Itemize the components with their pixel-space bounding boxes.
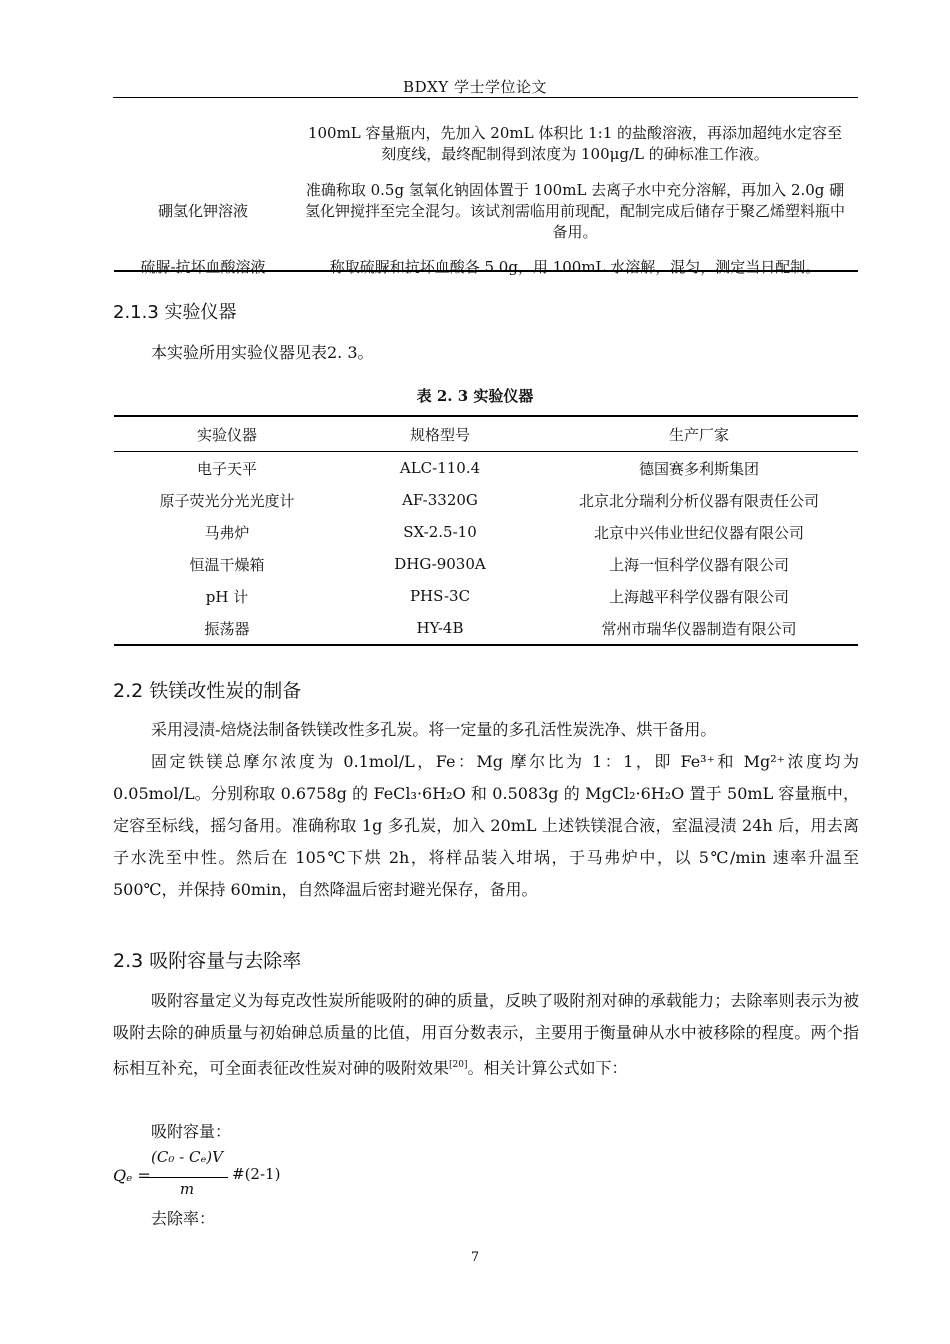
formula-label: 去除率： [151,1209,216,1228]
table-row [114,548,858,580]
section-heading: 2.2 铁镁改性炭的制备 [113,680,302,702]
section-heading: 2.1.3 实验仪器 [113,302,237,323]
table-cell: 恒温干燥箱 [189,555,265,574]
paragraph-text-end: 。相关计算公式如下： [467,1058,628,1078]
equation-number: #(2-1) [232,1165,281,1183]
paragraph-text: 吸附容量定义为每克改性炭所能吸附的砷的质量，反映了吸附剂对砷的承载能力；去除率则表示为被吸附去除的砷质量与初始砷总质量的比值，用百分数表示，主要用于衡量砷从水中被移除的程度。两个指标相互补充，可全面表征改性炭对砷的吸附效果 [113,991,859,1078]
citation-ref: [20] [449,1060,468,1070]
column-header: 规格型号 [340,416,540,452]
table-row [114,176,858,246]
reagent-name [114,112,292,176]
running-header: BDXY 学士学位论文 [403,78,547,96]
reagent-name: 硼氢化钾溶液 [157,201,248,220]
table-cell: 上海越平科学仪器有限公司 [608,587,789,606]
table-row [114,112,858,176]
table-header-row [114,416,858,452]
table-bottom-rule [114,270,858,272]
reagent-name: 硫脲-抗坏血酸溶液 [140,257,266,276]
table-cell: 常州市瑞华仪器制造有限公司 [601,619,797,638]
paragraph: 固定铁镁总摩尔浓度为 0.1mol/L，Fe：Mg 摩尔比为 1：1，即 Fe³⁺和 Mg²⁺浓度均为 0.05mol/L。分别称取 0.6758g 的 FeCl₃·6H₂O 和 0.5083g 的 MgCl₂·6H₂O 置于 50mL 容量瓶中，定容至标线，摇匀备用。准确称取 1g 多孔炭，加入 20mL 上述铁镁混合液，室温浸渍 24h 后，用去离子水洗至中性。然后在 105℃下烘 2h，将样品装入坩埚，于马弗炉中，以 5℃/min 速率升温至 500℃，并保持 60min，自然降温后密封避光保存，备用。 [113,752,859,899]
table-row [114,612,858,645]
table-cell: 北京北分瑞利分析仪器有限责任公司 [578,491,819,510]
reagent-description: 称取硫脲和抗坏血酸各 5.0g，用 100mL 水溶解，混匀，测定当日配制。 [329,257,821,276]
column-header: 生产厂家 [540,416,858,452]
table-cell: SX-2.5-10 [403,523,477,541]
header-rule [113,97,858,98]
table-cell: AF-3320G [402,491,478,509]
formula-denominator: m [179,1180,195,1198]
instrument-table [114,415,858,646]
paragraph: 采用浸渍-焙烧法制备铁镁改性多孔炭。将一定量的多孔活性炭洗净、烘干备用。 [151,720,717,739]
formula-label: 吸附容量： [151,1122,232,1141]
table-cell: 马弗炉 [204,523,250,542]
reagent-description: 100mL 容量瓶内，先加入 20mL 体积比 1:1 的盐酸溶液，再添加超纯水定容至刻度线，最终配制得到浓度为 100μg/L 的砷标准工作液。 [307,124,843,163]
table-cell: HY-4B [416,619,464,637]
reagent-description: 准确称取 0.5g 氢氧化钠固体置于 100mL 去离子水中充分溶解，再加入 2.0g 硼氢化钾搅拌至完全混匀。该试剂需临用前现配，配制完成后储存于聚乙烯塑料瓶中备用。 [304,180,845,241]
table-row [114,246,858,288]
table-row [114,484,858,516]
table-cell: 北京中兴伟业世纪仪器有限公司 [593,523,804,542]
table-row [114,516,858,548]
column-header: 实验仪器 [114,416,340,452]
table-row [114,580,858,612]
table-cell: 振荡器 [204,619,250,638]
page-number: 7 [470,1250,480,1265]
paragraph [113,985,859,1084]
table-cell: ALC-110.4 [399,459,481,477]
table-cell: DHG-9030A [394,555,486,573]
table-caption: 表 2. 3 实验仪器 [416,387,534,405]
table-cell: 电子天平 [196,459,257,478]
paragraph: 本实验所用实验仪器见表2. 3。 [151,343,374,362]
section-heading: 2.3 吸附容量与去除率 [113,950,302,972]
table-row [114,452,858,485]
table-cell: 德国赛多利斯集团 [638,459,759,478]
table-cell: pH 计 [205,587,249,606]
table-cell: 原子荧光分光光度计 [159,491,295,510]
fraction-bar [146,1177,228,1178]
formula-lhs: Qₑ = [113,1166,151,1185]
table-cell: 上海一恒科学仪器有限公司 [608,555,789,574]
formula-numerator: (C₀ - Cₑ)V [151,1148,223,1166]
reagent-table-continued [114,112,858,288]
table-cell: PHS-3C [409,587,471,605]
